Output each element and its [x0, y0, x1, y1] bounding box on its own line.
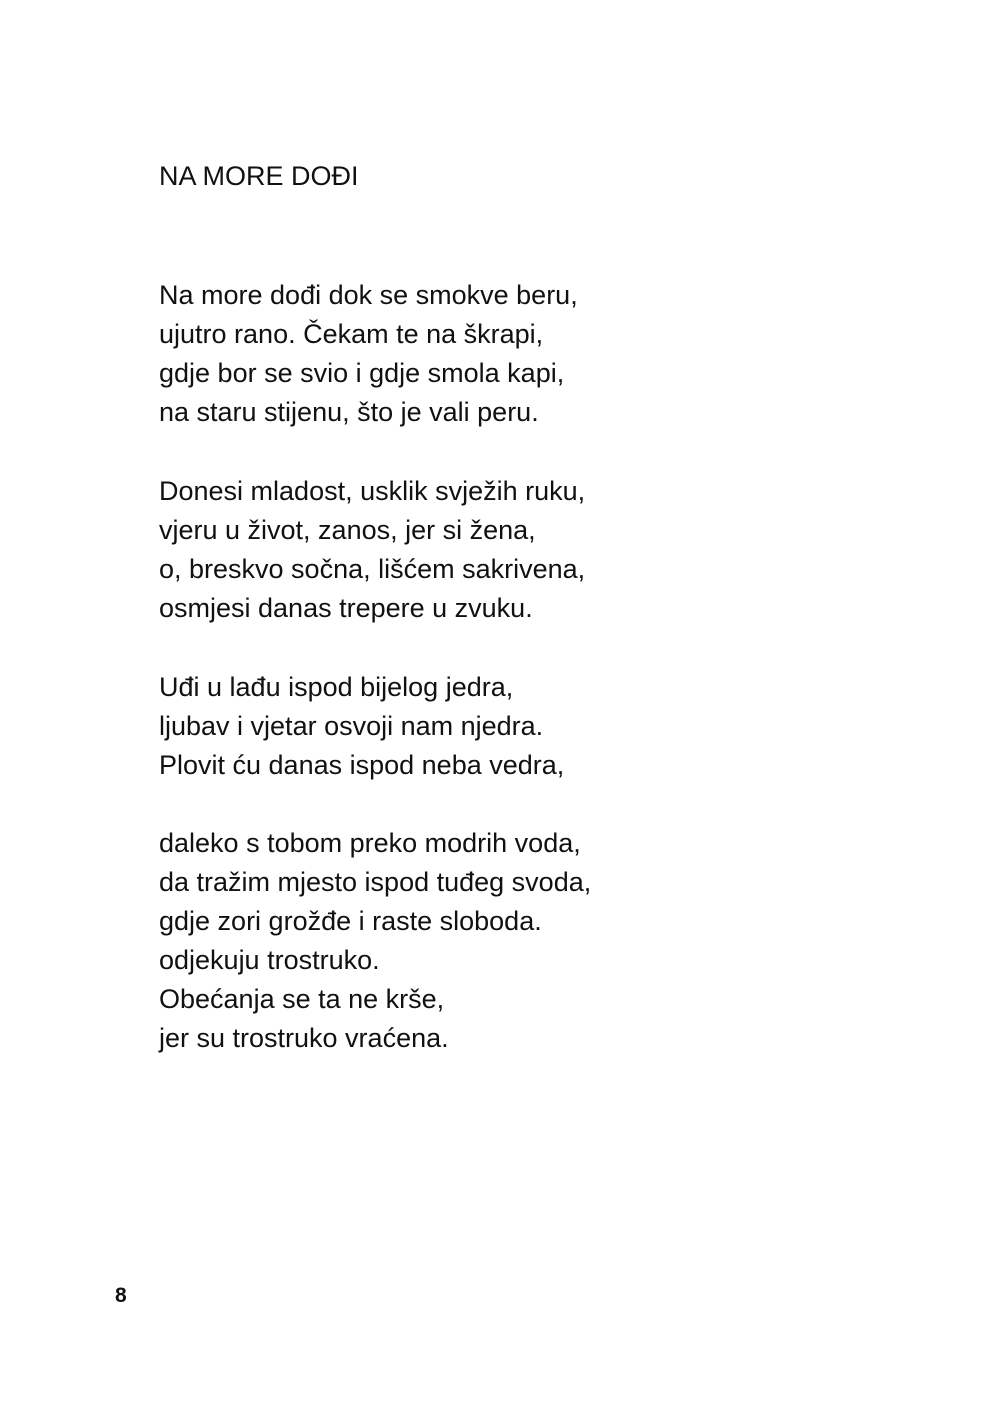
poem-line: Obećanja se ta ne krše,: [159, 984, 445, 1014]
poem-line: ljubav i vjetar osvoji nam njedra.: [159, 711, 544, 741]
stanza-4: [159, 824, 591, 1058]
poem-line: na staru stijenu, što je vali peru.: [159, 397, 539, 427]
poem-line: Plovit ću danas ispod neba vedra,: [159, 750, 565, 780]
page-number: 8: [115, 1284, 127, 1307]
poem-line: vjeru u život, zanos, jer si žena,: [159, 515, 536, 545]
poem-line: jer su trostruko vraćena.: [159, 1023, 449, 1053]
poem-line: gdje zori grožđe i raste sloboda.: [159, 906, 542, 936]
poem-line: Uđi u lađu ispod bijelog jedra,: [159, 672, 514, 702]
stanza-1: [159, 276, 578, 432]
poem-line: odjekuju trostruko.: [159, 945, 380, 975]
poem-line: Na more dođi dok se smokve beru,: [159, 280, 578, 310]
poem-line: ujutro rano. Čekam te na škrapi,: [159, 319, 544, 349]
poem-line: gdje bor se svio i gdje smola kapi,: [159, 358, 565, 388]
poem-line: o, breskvo sočna, lišćem sakrivena,: [159, 554, 586, 584]
stanza-3: [159, 668, 564, 785]
poem-title: NA MORE DOĐI: [159, 161, 359, 191]
poem-line: osmjesi danas trepere u zvuku.: [159, 593, 533, 623]
poem-line: Donesi mladost, usklik svježih ruku,: [159, 476, 586, 506]
poem-line: daleko s tobom preko modrih voda,: [159, 828, 581, 858]
poem-line: da tražim mjesto ispod tuđeg svoda,: [159, 867, 592, 897]
stanza-2: [159, 472, 585, 628]
